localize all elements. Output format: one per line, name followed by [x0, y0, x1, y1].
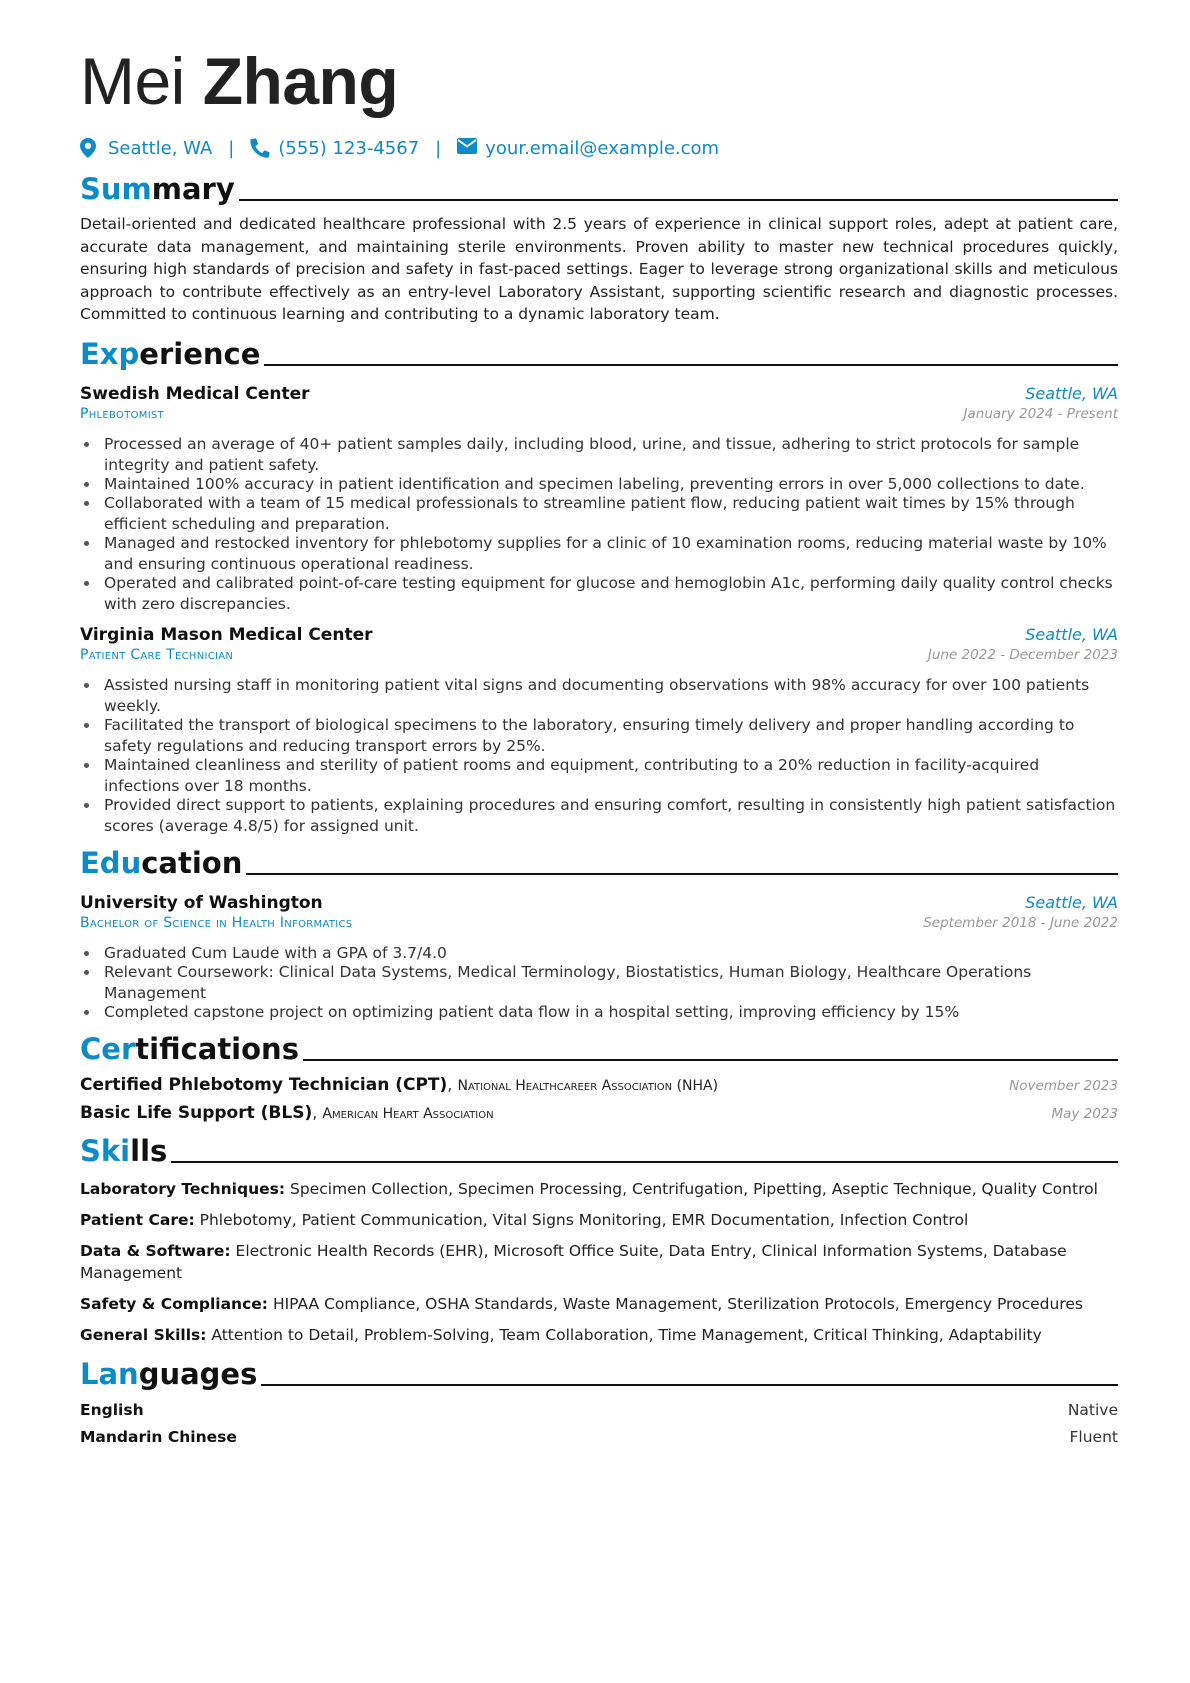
section-title-accent: Edu — [80, 845, 142, 880]
education-bullets — [80, 943, 1118, 1023]
certification-item: Certified Phlebotomy Technician (CPT), National Healthcareer Association (NHA) November 2023 — [80, 1074, 1118, 1095]
job-dates: June 2022 - December 2023 — [927, 646, 1118, 663]
section-rule — [303, 1059, 1118, 1061]
candidate-name — [80, 44, 1118, 118]
job-dates: January 2024 - Present — [963, 405, 1118, 422]
job-location: Seattle, WA — [1025, 383, 1118, 403]
skill-list: Specimen Collection, Specimen Processing, Centrifugation, Pipetting, Aseptic Technique, Quality Control — [290, 1179, 1098, 1198]
section-title-accent: Sum — [80, 172, 152, 206]
list-item: • Assisted nursing staff in monitoring patient vital signs and documenting observations with 98% accuracy for over 100 patients weekly. — [100, 675, 1118, 717]
job-location: Seattle, WA — [1025, 624, 1118, 644]
language-name: Mandarin Chinese — [80, 1427, 237, 1446]
list-item: • Facilitated the transport of biological specimens to the laboratory, ensuring timely delivery and proper handling according to safety regulations and reducing transport errors by 25%. — [100, 715, 1118, 757]
job-entry — [80, 625, 1118, 837]
summary-heading — [80, 171, 1118, 207]
skill-list: HIPAA Compliance, OSHA Standards, Waste Management, Sterilization Protocols, Emergency Procedures — [272, 1294, 1083, 1313]
job-title: Patient Care Technician — [80, 646, 234, 663]
language-row — [80, 1401, 1118, 1419]
education-heading — [80, 845, 1118, 881]
section-rule — [261, 1384, 1118, 1386]
certifications-heading — [80, 1031, 1118, 1067]
section-rule — [239, 199, 1118, 201]
section-title-rest: tifications — [135, 1031, 299, 1066]
list-item: • Completed capstone project on optimizing patient data flow in a hospital setting, improving efficiency by 15% — [100, 1002, 1118, 1023]
list-item: • Maintained 100% accuracy in patient identification and specimen labeling, preventing errors in over 5,000 collections to date. — [100, 474, 1118, 495]
certification-date: November 2023 — [1009, 1077, 1118, 1094]
skill-category: Patient Care: — [80, 1210, 195, 1229]
list-item: • Operated and calibrated point-of-care testing equipment for glucose and hemoglobin A1c, performing daily quality control checks with zero discrepancies. — [100, 573, 1118, 615]
section-rule — [264, 364, 1118, 366]
section-title-rest: erience — [139, 336, 261, 371]
certification-name: Basic Life Support (BLS) — [80, 1102, 313, 1123]
section-title-accent: Ski — [80, 1133, 131, 1168]
phone-icon — [250, 138, 270, 158]
skill-row — [80, 1209, 1118, 1231]
skill-list: Attention to Detail, Problem-Solving, Team Collaboration, Time Management, Critical Thinking, Adaptability — [211, 1325, 1042, 1344]
school-name: University of Washington — [80, 892, 323, 913]
phone-link[interactable]: (555) 123-4567 — [278, 137, 420, 159]
languages-heading — [80, 1356, 1118, 1392]
first-name: Mei — [80, 44, 185, 118]
contact-separator: | — [435, 137, 442, 159]
location-text: Seattle, WA — [108, 137, 213, 159]
skill-category: General Skills: — [80, 1325, 207, 1344]
list-item: • Maintained cleanliness and sterility of patient rooms and equipment, contributing to a 20% reduction in facility-acquired infections over 18 months. — [100, 755, 1118, 797]
education-dates: September 2018 - June 2022 — [923, 914, 1118, 931]
language-level: Native — [1067, 1400, 1118, 1419]
certification-item: Basic Life Support (BLS), American Heart Association May 2023 — [80, 1102, 1118, 1123]
certification-issuer: American Heart Association — [322, 1105, 494, 1122]
email-link[interactable]: your.email@example.com — [485, 137, 720, 159]
employer-name: Virginia Mason Medical Center — [80, 624, 373, 645]
language-level: Fluent — [1069, 1427, 1118, 1446]
section-title-rest: mary — [151, 172, 235, 206]
experience-heading — [80, 336, 1118, 372]
envelope-icon — [457, 138, 477, 158]
skill-list: Phlebotomy, Patient Communication, Vital Signs Monitoring, EMR Documentation, Infection Control — [199, 1210, 969, 1229]
list-item: • Graduated Cum Laude with a GPA of 3.7/4.0 — [100, 943, 1118, 964]
job-title: Phlebotomist — [80, 405, 165, 422]
resume-content — [80, 44, 1118, 1446]
section-title-rest: lls — [130, 1133, 168, 1168]
certification-issuer: National Healthcareer Association (NHA) — [457, 1077, 719, 1094]
job-bullets — [80, 675, 1118, 837]
section-title-accent: Cer — [80, 1031, 136, 1066]
location-pin-icon — [80, 138, 100, 158]
language-name: English — [80, 1400, 144, 1419]
skill-row — [80, 1178, 1118, 1200]
skill-category: Data & Software: — [80, 1241, 231, 1260]
section-rule — [171, 1161, 1118, 1163]
education-entry — [80, 893, 1118, 1023]
list-item: • Provided direct support to patients, explaining procedures and ensuring comfort, resulting in consistently high patient satisfaction scores (average 4.8/5) for assigned unit. — [100, 795, 1118, 837]
skill-category: Safety & Compliance: — [80, 1294, 268, 1313]
last-name: Zhang — [202, 44, 399, 118]
summary-text: Detail-oriented and dedicated healthcare professional with 2.5 years of experience in clinical support roles, adept at patient care, accurate data management, and maintaining sterile environments. Proven ability to master new technical procedures quickly, ensuring high standards of precision and safety in fast-paced settings. Eager to leverage strong organizational skills and meticulous approach to contribute effectively as an entry-level Laboratory Assistant, supporting scientific research and diagnostic processes. Committed to continuous learning and contributing to a dynamic laboratory team. — [80, 215, 1118, 323]
section-title-accent: Lan — [80, 1356, 139, 1391]
skill-row — [80, 1293, 1118, 1315]
skills-heading — [80, 1133, 1118, 1169]
job-bullets — [80, 434, 1118, 615]
list-item: • Managed and restocked inventory for phlebotomy supplies for a clinic of 10 examination rooms, reducing material waste by 10% and ensuring continuous operational readiness. — [100, 533, 1118, 575]
language-row — [80, 1428, 1118, 1446]
job-entry — [80, 384, 1118, 615]
certification-name: Certified Phlebotomy Technician (CPT) — [80, 1074, 448, 1095]
skill-list: Electronic Health Records (EHR), Microsoft Office Suite, Data Entry, Clinical Information Systems, Database Management — [80, 1241, 1067, 1282]
skill-category: Laboratory Techniques: — [80, 1179, 286, 1198]
list-item: • Processed an average of 40+ patient samples daily, including blood, urine, and tissue, adhering to strict protocols for sample integrity and patient safety. — [100, 434, 1118, 476]
section-title-accent: Exp — [80, 336, 140, 371]
certification-date: May 2023 — [1051, 1105, 1118, 1122]
degree: Bachelor of Science in Health Informatics — [80, 914, 353, 931]
section-title-rest: cation — [141, 845, 243, 880]
contact-bar — [80, 135, 1118, 161]
section-rule — [246, 873, 1118, 875]
school-location: Seattle, WA — [1025, 892, 1118, 912]
list-item: • Relevant Coursework: Clinical Data Systems, Medical Terminology, Biostatistics, Human Biology, Healthcare Operations Management — [100, 962, 1118, 1004]
skill-row — [80, 1240, 1118, 1284]
contact-separator: | — [228, 137, 235, 159]
skill-row — [80, 1324, 1118, 1346]
employer-name: Swedish Medical Center — [80, 383, 310, 404]
section-title-rest: guages — [138, 1356, 258, 1391]
list-item: • Collaborated with a team of 15 medical professionals to streamline patient flow, reducing patient wait times by 15% through efficient scheduling and preparation. — [100, 493, 1118, 535]
